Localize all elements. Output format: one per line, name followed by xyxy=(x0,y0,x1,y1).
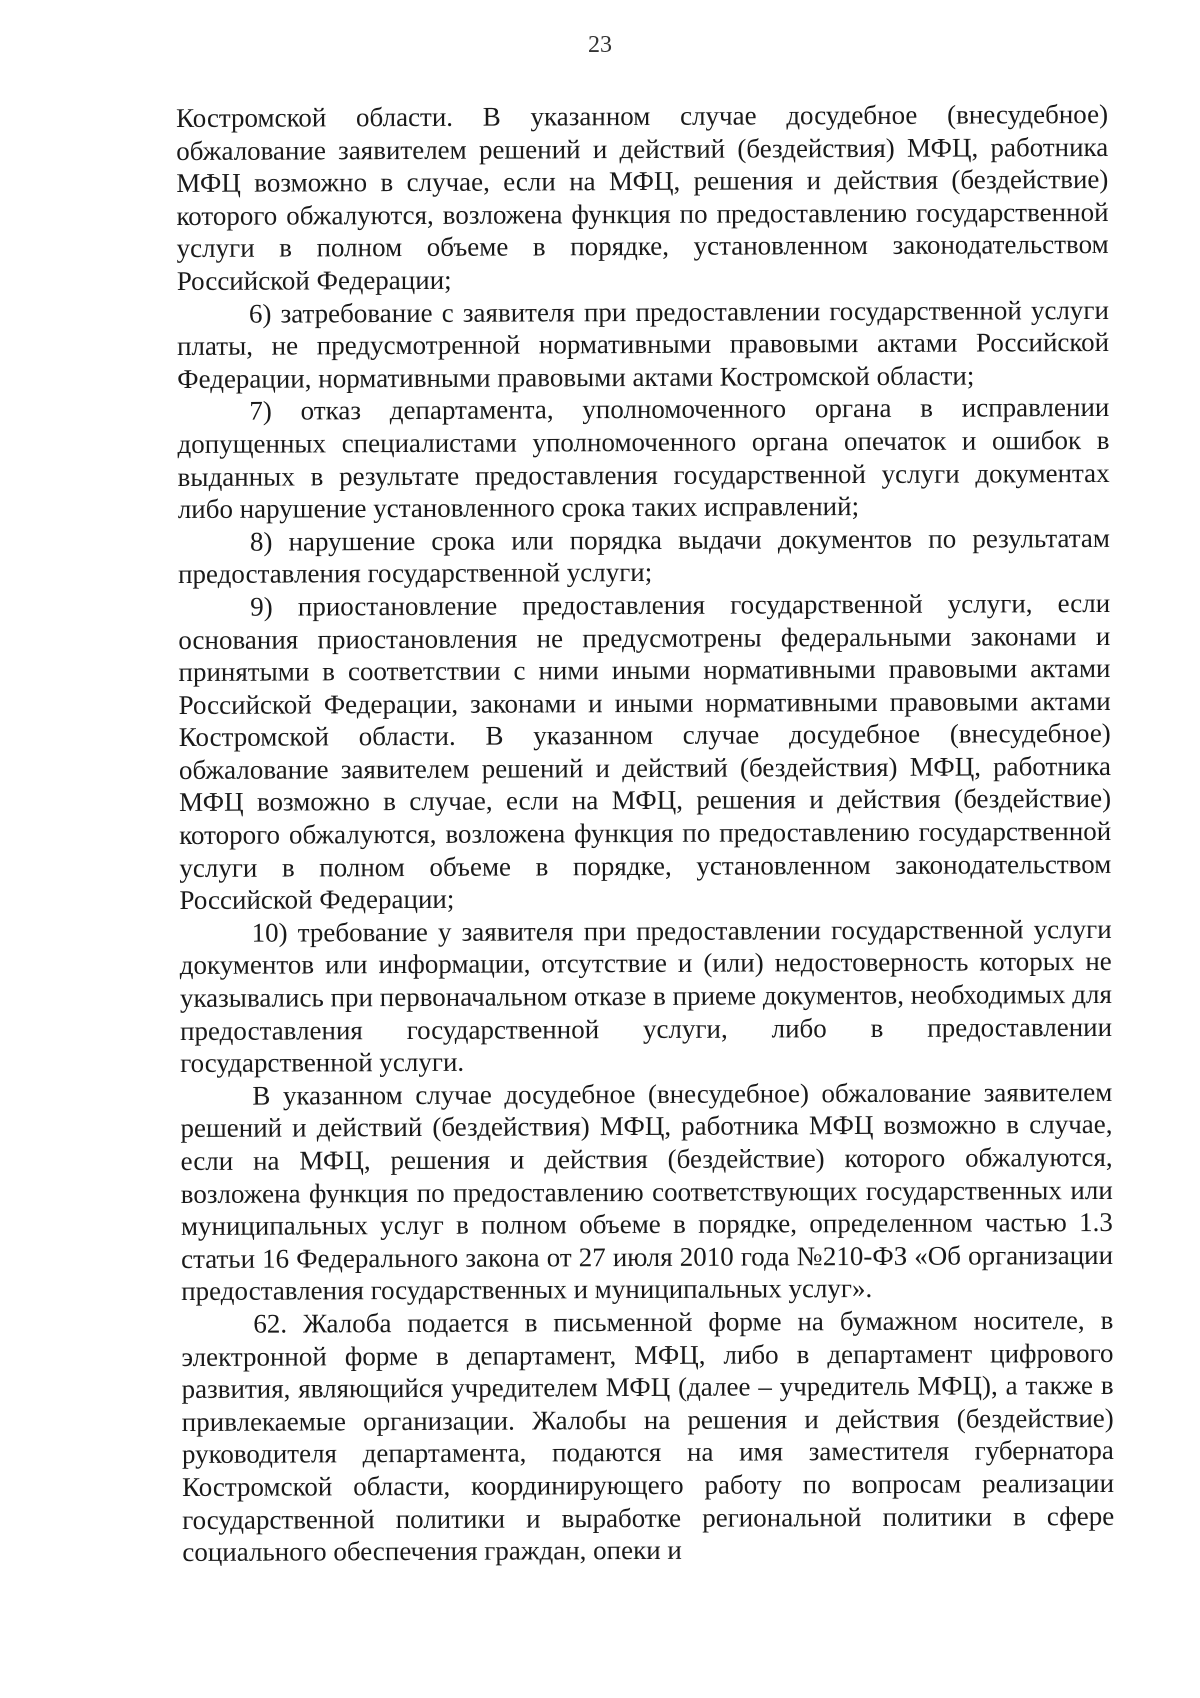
paragraph-item-6: 6) затребование с заявителя при предоставлении государственной услуги платы, не предусмотренной нормативными правовыми актами Российской Федерации, нормативными правовыми актами Костромской области; xyxy=(176,294,1110,394)
paragraph-mfc-note: В указанном случае досудебное (внесудебное) обжалование заявителем решений и действий (бездействия) МФЦ, работника МФЦ возможно в случае, если на МФЦ, решения и действия (бездействие) которого обжалуются, возложена функция по предоставлению соответствующих государственных или муниципальных услуг в полном объеме в порядке, определенном частью 1.3 статьи 16 Федерального закона от 27 июля 2010 года №210-ФЗ «Об организации предоставления государственных и муниципальных услуг». xyxy=(180,1076,1114,1307)
page-number: 23 xyxy=(588,32,612,58)
paragraph-item-10: 10) требование у заявителя при предоставлении государственной услуги документов или информации, отсутствие и (или) недостоверность которых не указывались при первоначальном отказе в приеме документов, необходимых для предоставления государственной услуги, либо в предоставлении государственной услуги. xyxy=(179,913,1113,1079)
paragraph-continuation: Костромской области. В указанном случае досудебное (внесудебное) обжалование заявителем решений и действий (бездействия) МФЦ, работника МФЦ возможно в случае, если на МФЦ, решения и действия (бездействие) которого обжалуются, возложена функция по предоставлению государственной услуги в полном объеме в порядке, установленном законодательством Российской Федерации; xyxy=(176,98,1109,296)
paragraph-item-9: 9) приостановление предоставления государственной услуги, если основания приостановления не предусмотрены федеральными законами и принятыми в соответствии с ними иными нормативными правовыми актами Российской Федерации, законами и иными нормативными правовыми актами Костромской области. В указанном случае досудебное (внесудебное) обжалование заявителем решений и действий (бездействия) МФЦ, работника МФЦ возможно в случае, если на МФЦ, решения и действия (бездействие) которого обжалуются, возложена функция по предоставлению государственной услуги в полном объеме в порядке, установленном законодательством Российской Федерации; xyxy=(178,587,1112,916)
paragraph-section-62: 62. Жалоба подается в письменной форме на бумажном носителе, в электронной форме в департамент, МФЦ, либо в департамент цифрового развития, являющийся учредителем МФЦ (далее – учредитель МФЦ), а также в привлекаемые организации. Жалобы на решения и действия (бездействие) руководителя департамента, подаются на имя заместителя губернатора Костромской области, координирующего работу по вопросам реализации государственной политики и выработке региональной политики в сфере социального обеспечения граждан, опеки и xyxy=(181,1304,1115,1568)
paragraph-item-8: 8) нарушение срока или порядка выдачи документов по результатам предоставления государственной услуги; xyxy=(177,522,1110,590)
document-body xyxy=(176,98,1114,1569)
paragraph-item-7: 7) отказ департамента, уполномоченного органа в исправлении допущенных специалистами уполномоченного органа опечаток и ошибок в выданных в результате предоставления государственной услуги документах либо нарушение установленного срока таких исправлений; xyxy=(177,392,1110,525)
